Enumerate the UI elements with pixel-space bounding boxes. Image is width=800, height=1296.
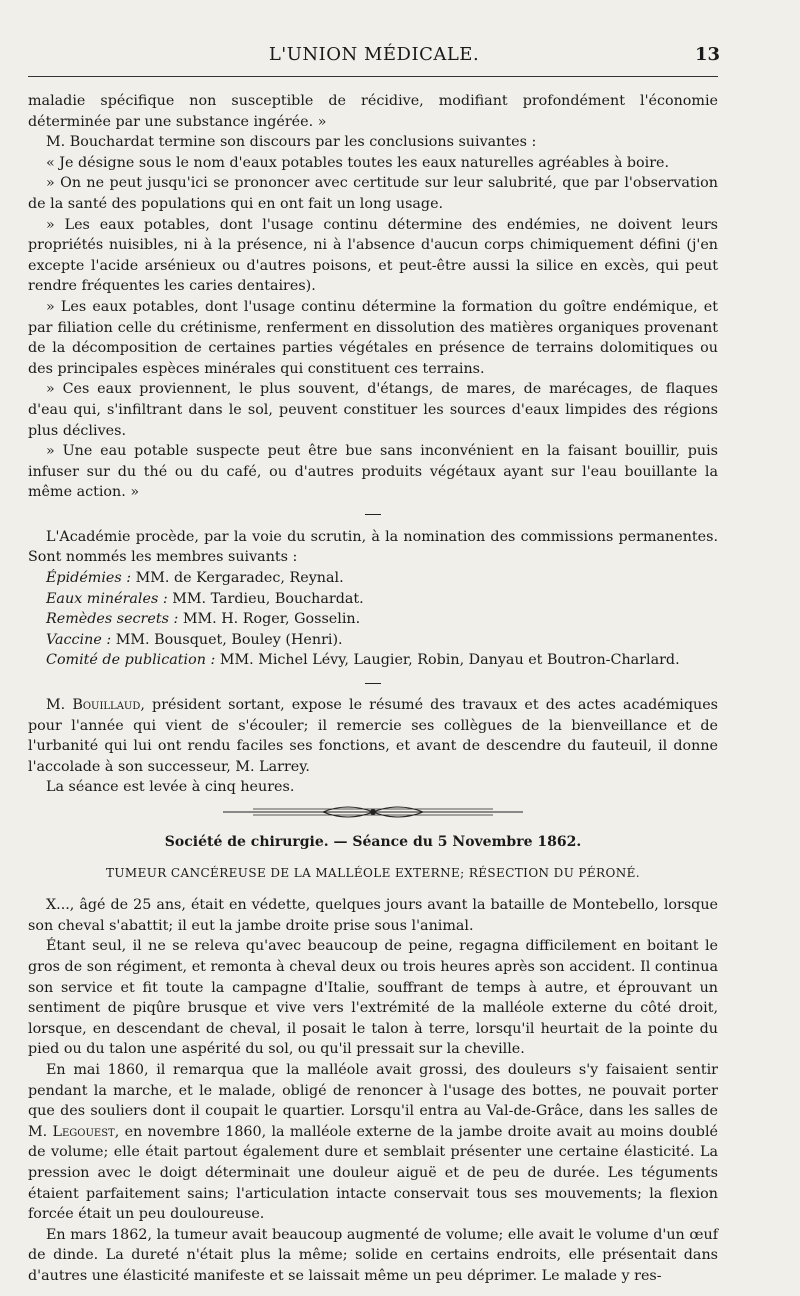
section-separator	[28, 673, 718, 693]
paragraph: » Les eaux potables, dont l'usage continu détermine des endémies, ne doivent leurs propriétés nuisibles, ni à la présence, ni à l'absence d'aucun corps chimiquement défini (j'en excepte l'acide arsénieux ou d'autres poisons, et peut-être aussi la silice en excès, qui peut rendre fréquentes les caries dentaires).	[28, 216, 718, 295]
commission-members: MM. Bousquet, Bouley (Henri).	[115, 631, 343, 648]
commission-entry	[46, 650, 718, 671]
paragraph: » Ces eaux proviennent, le plus souvent, d'étangs, de mares, de marécages, de flaques d'eau qui, s'infiltrant dans le sol, peuvent constituer les sources d'eaux limpides des régions plus déclives.	[28, 381, 718, 439]
commission-label: Comité de publication :	[46, 652, 216, 669]
commission-members: MM. Tardieu, Bouchardat.	[172, 590, 364, 607]
header-rule	[28, 76, 718, 77]
paragraph: Étant seul, il ne se releva qu'avec beaucoup de peine, regagna difficilement en boitant le gros de son régiment, et remonta à cheval deux ou trois heures après son accident. Il continua son service et fit toute la campagne d'Italie, souffrant de temps à autre, et éprouvant un sentiment de piqûre brusque et vive vers l'extrémité de la malléole externe du côté droit, lorsque, en descendant de cheval, il posait le talon à terre, lorsqu'il heurtait de la pointe du pied ou du talon une aspérité du sol, ou qu'il pressait sur la cheville.	[28, 938, 718, 1058]
commission-list	[28, 568, 718, 671]
commission-entry	[46, 609, 718, 630]
person-name: Bouillaud	[72, 697, 141, 714]
commission-entry	[46, 568, 718, 589]
section-heading: Société de chirurgie. — Séance du 5 Novembre 1862.	[164, 834, 582, 850]
commission-label: Eaux minérales :	[46, 590, 168, 607]
paragraph: « Je désigne sous le nom d'eaux potables toutes les eaux naturelles agréables à boire.	[46, 154, 670, 171]
commission-members: MM. de Kergaradec, Reynal.	[135, 570, 344, 587]
person-name: Legouest	[52, 1123, 115, 1140]
commission-label: Remèdes secrets :	[46, 611, 179, 628]
commission-label: Épidémies :	[46, 570, 132, 587]
paragraph: L'Académie procède, par la voie du scrutin, à la nomination des commissions permanentes. Sont nommés les membres suivants :	[28, 528, 718, 566]
paragraph: La séance est levée à cinq heures.	[46, 779, 295, 796]
case-heading: TUMEUR CANCÉREUSE DE LA MALLÉOLE EXTERNE; RÉSECTION DU PÉRONÉ.	[106, 865, 640, 880]
paragraph: En mai 1860, il remarqua que la malléole avait grossi, des douleurs s'y faisaient sentir pendant la marche, et le malade, obligé de renoncer à l'usage des bottes, ne pouvait porter que des souliers dont il coupait le quartier. Lorsqu'il entra au Val-de-Grâce, dans les salles de M. Legouest, en novembre 1860, la malléole externe de la jambe droite avait au moins doublé de volume; elle était partout également dure et semblait présenter une certaine élasticité. La pression avec le doigt déterminait une douleur aiguë et de peu de durée. Les téguments étaient parfaitement sains; l'articulation intacte conservait tous ses mouvements; la flexion forcée était un peu douloureuse.	[28, 1061, 718, 1223]
ornamental-divider	[28, 802, 718, 824]
commission-label: Vaccine :	[46, 631, 112, 648]
ornament-icon	[223, 802, 523, 822]
paragraph: maladie spécifique non susceptible de récidive, modifiant profondément l'économie déterminée par une substance ingérée. »	[28, 93, 718, 130]
section-separator	[28, 505, 718, 525]
paragraph: X..., âgé de 25 ans, était en védette, quelques jours avant la bataille de Montebello, lorsque son cheval s'abattit; il eut la jambe droite prise sous l'animal.	[28, 897, 718, 934]
paragraph: » Les eaux potables, dont l'usage continu détermine la formation du goître endémique, et par filiation celle du crétinisme, renferment en dissolution des matières organiques provenant de la décomposition de certaines parties végétales en présence de terrains dolomitiques ou des principales espèces minérales qui constituent ces terrains.	[28, 298, 718, 377]
commission-members: MM. H. Roger, Gosselin.	[182, 611, 361, 628]
paragraph: » Une eau potable suspecte peut être bue sans inconvénient en la faisant bouillir, puis infuser sur du thé ou du café, ou d'autres produits végétaux ayant sur l'eau bouillante la même action. »	[28, 443, 718, 501]
paragraph: M. Bouchardat termine son discours par les conclusions suivantes :	[46, 134, 537, 151]
article-body	[28, 91, 718, 1286]
paragraph: » On ne peut jusqu'ici se prononcer avec certitude sur leur salubrité, que par l'observation de la santé des populations qui en ont fait un long usage.	[28, 175, 718, 212]
commission-entry	[46, 630, 718, 651]
paragraph: M. Bouillaud, président sortant, expose le résumé des travaux et des actes académiques pour l'année qui vient de s'écouler; il remercie ses collègues de la bienveillance et de l'urbanité qui lui ont rendu faciles ses fonctions, et avant de descendre du fauteuil, il donne l'accolade à son successeur, M. Larrey.	[28, 697, 718, 775]
paragraph: En mars 1862, la tumeur avait beaucoup augmenté de volume; elle avait le volume d'un œuf de dinde. La dureté n'était plus la même; solide en certains endroits, elle présentait dans d'autres une élasticité manifeste et se laissait même un peu déprimer. Le malade y res-	[28, 1226, 718, 1284]
running-header	[28, 44, 720, 74]
commission-members: MM. Michel Lévy, Laugier, Robin, Danyau et Boutron-Charlard.	[219, 652, 680, 669]
commission-entry	[46, 589, 718, 610]
journal-title: L'UNION MÉDICALE.	[268, 44, 480, 65]
page-number: 13	[694, 44, 720, 65]
